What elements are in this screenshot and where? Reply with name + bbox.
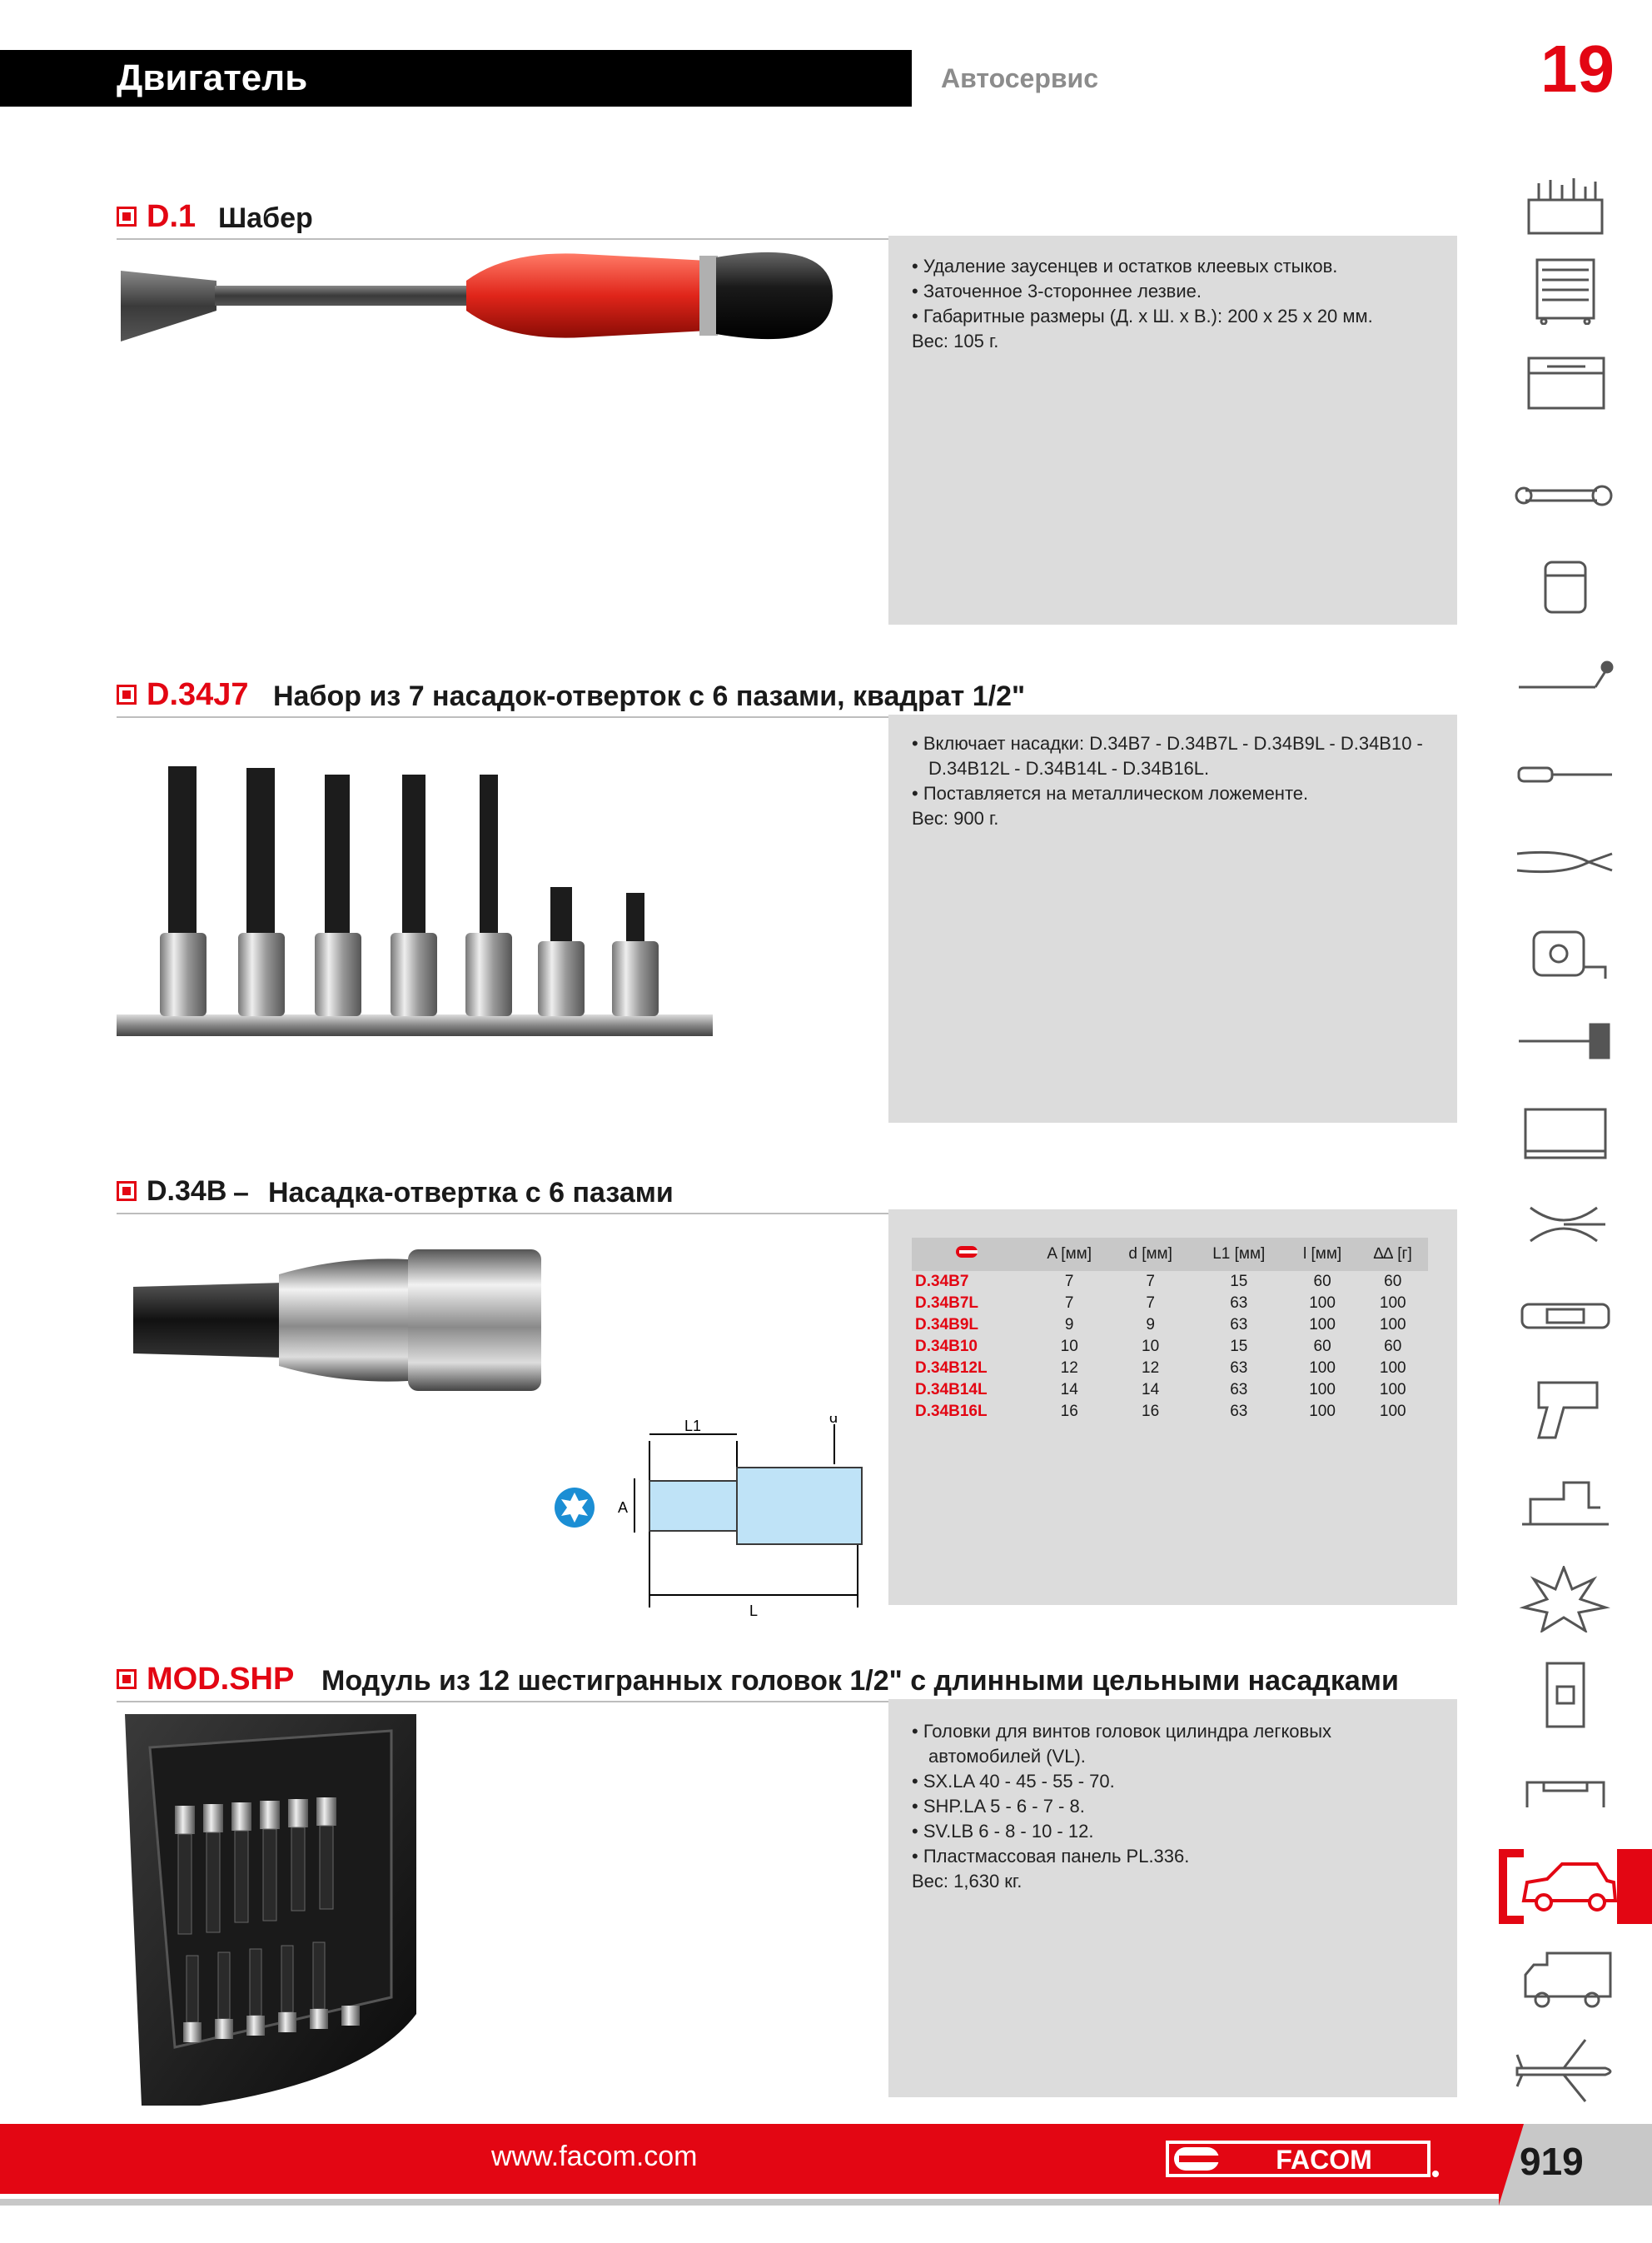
feature-text: D.34B12L - D.34B14L - D.34B16L. bbox=[928, 758, 1210, 779]
product-code: D.1 bbox=[147, 199, 197, 234]
spec-table bbox=[912, 1238, 1428, 1423]
tester-icon[interactable] bbox=[1514, 1283, 1617, 1349]
table-row: D.34B7 7 7 15 60 60 bbox=[915, 1273, 1402, 1290]
product-name: Насадка-отвертка с 6 пазами bbox=[268, 1177, 674, 1209]
table-row: D.34B12L 12 12 63 100 100 bbox=[915, 1359, 1406, 1377]
car-icon[interactable] bbox=[1499, 1849, 1652, 1924]
feature-text: • Включает насадки: D.34B7 - D.34B7L - D.34B9L - D.34B10 - bbox=[912, 733, 1423, 754]
category-sidebar bbox=[1499, 167, 1652, 2116]
bit-socket-image bbox=[125, 1241, 558, 1399]
hacksaw-icon[interactable] bbox=[1514, 1099, 1617, 1166]
weight-text: Вес: 900 г. bbox=[912, 808, 999, 829]
ratchet-icon[interactable] bbox=[1514, 654, 1617, 720]
product-name: Набор из 7 насадок-отверток с 6 пазами, квадрат 1/2" bbox=[273, 680, 1026, 712]
product-code: D.34J7 bbox=[147, 677, 249, 712]
dimension-label-a: A bbox=[618, 1499, 629, 1516]
category-label: Автосервис bbox=[941, 63, 1099, 93]
feature-text: • Головки для винтов головок цилиндра легковых bbox=[912, 1721, 1332, 1742]
bullet-square-icon bbox=[117, 1669, 137, 1689]
feature-text: • Габаритные размеры (Д. x Ш. x В.): 200 x 25 x 20 мм. bbox=[912, 306, 1373, 326]
feature-text: • SV.LB 6 - 8 - 10 - 12. bbox=[912, 1821, 1094, 1842]
product-code: D.34B bbox=[147, 1175, 227, 1207]
weight-text: Вес: 1,630 кг. bbox=[912, 1871, 1023, 1892]
tool-drawer-icon[interactable] bbox=[1514, 350, 1617, 416]
table-row: D.34B7L 7 7 63 100 100 bbox=[915, 1294, 1406, 1312]
socket-icon[interactable] bbox=[1514, 554, 1617, 621]
feature-text: • Поставляется на металлическом ложементе. bbox=[912, 783, 1309, 804]
truck-icon[interactable] bbox=[1514, 1945, 1617, 2011]
weight-column-header: ∆∆ [г] bbox=[1357, 1238, 1428, 1271]
bullet-square-icon bbox=[117, 207, 137, 227]
product-name: Модуль из 12 шестигранных головок 1/2" с длинными цельными насадками bbox=[321, 1665, 1399, 1697]
dimension-label-l: L bbox=[749, 1602, 759, 1619]
feature-text: • Заточенное 3-стороннее лезвие. bbox=[912, 281, 1202, 302]
puller-icon[interactable] bbox=[1514, 1191, 1617, 1258]
product-name: Шабер bbox=[218, 202, 313, 234]
section-header-d34b bbox=[117, 1173, 1457, 1214]
table-row: D.34B10 10 10 15 60 60 bbox=[915, 1338, 1402, 1355]
section-header-modshp bbox=[117, 1661, 1457, 1702]
safety-icon[interactable] bbox=[1514, 1566, 1617, 1632]
column-header: l [мм] bbox=[1287, 1238, 1358, 1271]
facom-logo bbox=[1166, 2137, 1441, 2181]
brand-name: FACOM bbox=[1276, 2145, 1372, 2175]
table-row: D.34B14L 14 14 63 100 100 bbox=[915, 1381, 1406, 1398]
dimension-label-l1: L1 bbox=[684, 1418, 702, 1434]
feature-text: автомобилей (VL). bbox=[928, 1746, 1086, 1767]
bullet-square-icon bbox=[117, 1181, 137, 1201]
column-header: L1 [мм] bbox=[1191, 1238, 1287, 1271]
table-row: D.34B9L 9 9 63 100 100 bbox=[915, 1316, 1406, 1333]
column-header: d [мм] bbox=[1110, 1238, 1190, 1271]
hammer-icon[interactable] bbox=[1514, 1008, 1617, 1074]
wrench-icon[interactable] bbox=[1514, 462, 1617, 529]
table-header-row bbox=[912, 1238, 1428, 1271]
scale-icon: ∆∆ bbox=[1373, 1245, 1398, 1263]
description-panel-d1 bbox=[888, 236, 1457, 625]
description-panel-modshp bbox=[888, 1699, 1457, 2097]
reference-column-icon bbox=[912, 1238, 1028, 1271]
footer-divider bbox=[0, 2199, 1499, 2206]
dimension-diagram bbox=[541, 1416, 874, 1624]
bullet-square-icon bbox=[117, 685, 137, 705]
scraper-image bbox=[117, 237, 849, 354]
impact-wrench-icon[interactable] bbox=[1514, 1374, 1617, 1441]
table-row: D.34B16L 16 16 63 100 100 bbox=[915, 1403, 1406, 1420]
feature-text: • Пластмассовая панель PL.336. bbox=[912, 1846, 1190, 1867]
code-dash: – bbox=[233, 1177, 249, 1209]
feature-text: • SHP.LA 5 - 6 - 7 - 8. bbox=[912, 1796, 1085, 1817]
page-number: 919 bbox=[1520, 2140, 1584, 2183]
section-header-d34j7 bbox=[117, 676, 1457, 718]
product-code: MOD.SHP bbox=[147, 1662, 295, 1697]
description-panel-d34j7 bbox=[888, 715, 1457, 1123]
airplane-icon[interactable] bbox=[1514, 2036, 1617, 2103]
circuit-breaker-icon[interactable] bbox=[1514, 1662, 1617, 1728]
column-header: A [мм] bbox=[1028, 1238, 1110, 1271]
feature-text: • Удаление заусенцев и остатков клеевых стыков. bbox=[912, 256, 1338, 277]
vise-icon[interactable] bbox=[1514, 1466, 1617, 1533]
tape-measure-icon[interactable] bbox=[1514, 920, 1617, 987]
pliers-icon[interactable] bbox=[1514, 829, 1617, 895]
screwdriver-icon[interactable] bbox=[1514, 741, 1617, 808]
website-link[interactable]: www.facom.com bbox=[491, 2141, 698, 2172]
section-header-d1 bbox=[117, 198, 1457, 240]
weight-text: Вес: 105 г. bbox=[912, 331, 999, 351]
tool-box-icon[interactable] bbox=[1514, 175, 1617, 242]
handle-icon[interactable] bbox=[1514, 1757, 1617, 1824]
dimension-label-d: d bbox=[829, 1416, 838, 1426]
tool-cabinet-icon[interactable] bbox=[1514, 258, 1617, 325]
bit-set-image bbox=[117, 750, 716, 1049]
module-tray-image bbox=[117, 1714, 425, 2106]
chapter-number: 19 bbox=[1540, 32, 1615, 106]
page-title: Двигатель bbox=[117, 57, 308, 98]
feature-text: • SX.LA 40 - 45 - 55 - 70. bbox=[912, 1771, 1115, 1792]
